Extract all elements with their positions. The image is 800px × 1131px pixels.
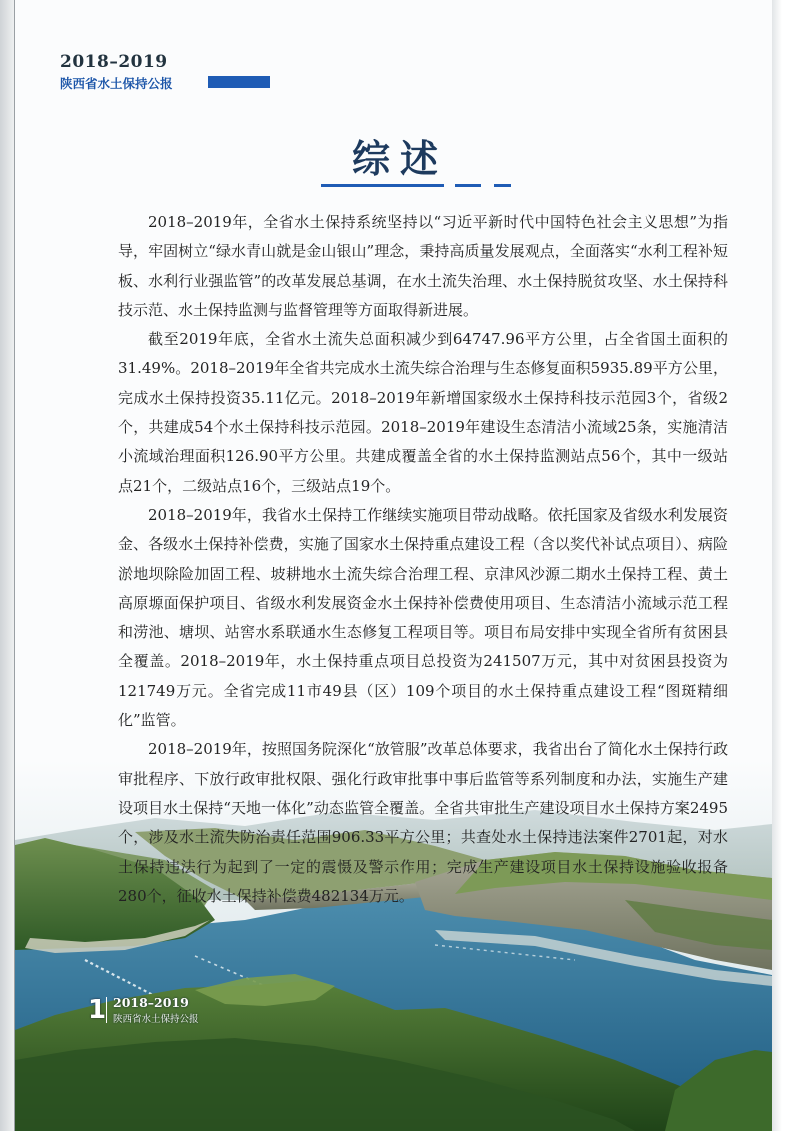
header-year: 2018–2019: [60, 52, 168, 72]
footer-divider: [106, 997, 107, 1023]
title-underline-long: [321, 184, 444, 187]
paragraph-4: 2018–2019年，按照国务院深化“放管服”改革总体要求，我省出台了简化水土保持行政审批程序、下放行政审批权限、强化行政审批事中事后监管等系列制度和办法，实施生产建设项目水土保持“天地一体化”动态监管全覆盖。全省共审批生产建设项目水土保持方案2495个，涉及水土流失防治责任范围906.33平方公里；共查处水土保持违法案件2701起，对水土保持违法行为起到了一定的震慑及警示作用；完成生产建设项目水土保持设施验收报备280个，征收水土保持补偿费482134万元。: [118, 740, 728, 905]
page-number: 1: [88, 995, 107, 1025]
title-underline-mid: [455, 184, 481, 187]
paragraph-3: 2018–2019年，我省水土保持工作继续实施项目带动战略。依托国家及省级水利发展资金、各级水土保持补偿费，实施了国家水土保持重点建设工程（含以奖代补试点项目）、病险淤地坝除险加固工程、坡耕地水土流失综合治理工程、京津风沙源二期水土保持工程、黄土高原塬面保护项目、省级水利发展资金水土保持补偿费使用项目、生态清洁小流域示范工程和涝池、塘坝、站窖水系联通水生态修复工程项目等。项目布局安排中实现全省所有贫困县全覆盖。2018–2019年，水土保持重点项目总投资为241507万元，其中对贫困县投资为121749万元。全省完成11市49县（区）109个项目的水土保持重点建设工程“图斑精细化”监管。: [118, 505, 728, 730]
footer-year: 2018–2019: [113, 995, 189, 1010]
header-org: 陕西省水土保持公报: [60, 76, 173, 91]
summary-body: [118, 208, 728, 911]
page-title: 综述: [351, 136, 448, 181]
header-accent-bar: [208, 76, 270, 88]
title-underline-short: [494, 184, 511, 187]
paragraph-2: 截至2019年底，全省水土流失总面积减少到64747.96平方公里，占全省国土面积的31.49%。2018–2019年全省共完成水土流失综合治理与生态修复面积5935.89平方公里，完成水土保持投资35.11亿元。2018–2019年新增国家级水土保持科技示范园3个，省级2个，共建成54个水土保持科技示范园。2018–2019年建设生态清洁小流域25条，实施清洁小流域治理面积126.90平方公里。共建成覆盖全省的水土保持监测站点56个，其中一级站点21个，二级站点16个，三级站点19个。: [118, 330, 728, 495]
paragraph-1: 2018–2019年，全省水土保持系统坚持以“习近平新时代中国特色社会主义思想”为指导，牢固树立“绿水青山就是金山银山”理念，秉持高质量发展观点，全面落实“水利工程补短板、水利行业强监管”的改革发展总基调，在水土流失治理、水土保持脱贫攻坚、水土保持科技示范、水土保持监测与监督管理等方面取得新进展。: [118, 213, 728, 319]
footer-org: 陕西省水土保持公报: [113, 1014, 199, 1025]
